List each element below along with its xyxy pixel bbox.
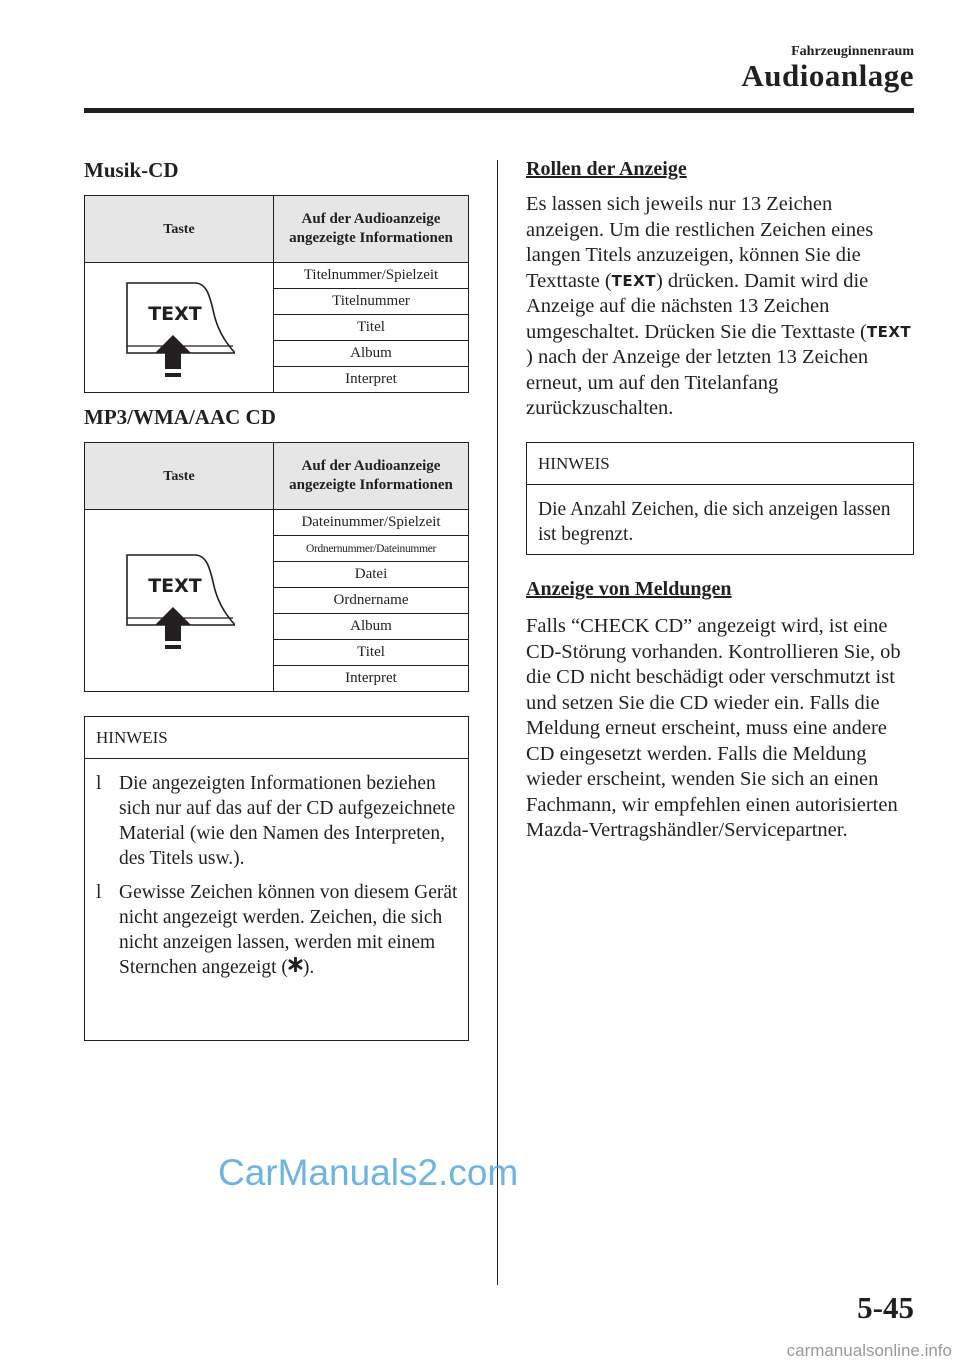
info-row: Titelnummer/Spielzeit xyxy=(274,263,469,289)
info-row: Album xyxy=(274,341,469,367)
rollen-heading: Rollen der Anzeige xyxy=(526,158,687,180)
hinweis-title: HINWEIS xyxy=(527,443,913,485)
mp3-cd-table xyxy=(84,442,469,692)
text-key-icon: TEXT xyxy=(866,322,912,341)
info-row: Titel xyxy=(274,640,469,666)
col-header-key: Taste xyxy=(85,443,274,510)
key-cell xyxy=(85,263,274,393)
column-divider xyxy=(497,160,498,1285)
hinweis-box-left xyxy=(84,716,469,1041)
musik-cd-title: Musik-CD xyxy=(84,158,179,182)
bullet-icon: l xyxy=(96,773,102,794)
meldungen-heading: Anzeige von Meldungen xyxy=(526,578,732,600)
info-row: Datei xyxy=(274,562,469,588)
list-item: l Gewisse Zeichen können von diesem Gerät nicht angezeigt werden. Zeichen, die sich nicht anzeigen lassen, werden mit einem Sternchen angezeigt ( ). xyxy=(96,882,458,978)
text-key-icon: TEXT xyxy=(611,271,656,290)
key-cell xyxy=(85,510,274,692)
info-row: Interpret xyxy=(274,367,469,393)
key-label: TEXT xyxy=(148,303,202,325)
hinweis-box-right xyxy=(526,442,914,555)
col-header-key: Taste xyxy=(85,196,274,263)
hinweis-title: HINWEIS xyxy=(85,717,468,759)
info-row: Titelnummer xyxy=(274,289,469,315)
info-row: Ordnername xyxy=(274,588,469,614)
header-rule xyxy=(84,108,914,113)
info-row: Album xyxy=(274,614,469,640)
footer-watermark: carmanualsonline.info xyxy=(786,1341,952,1360)
watermark: CarManuals2.com xyxy=(218,1152,519,1193)
text-key-icon xyxy=(125,545,235,660)
info-row: Ordnernummer/Dateinummer xyxy=(274,536,469,562)
meldungen-paragraph: Falls “CHECK CD” angezeigt wird, ist eine CD-Störung vorhanden. Kontrollieren Sie, ob die CD nicht beschädigt oder verschmutzt ist und setzen Sie die CD wieder ein. Falls die Meldung erneut erscheint, muss eine andere CD eingesetzt werden. Falls die Meldung wieder erscheint, wenden Sie sich an einen Fachmann, wir empfehlen einen autorisierten Mazda-Vertragshändler/Servicepartner. xyxy=(526,615,901,841)
mp3-cd-title: MP3/WMA/AAC CD xyxy=(84,405,276,429)
musik-cd-table xyxy=(84,195,469,393)
col-header-info: Auf der Audioanzeige angezeigte Informationen xyxy=(274,443,469,510)
info-row: Interpret xyxy=(274,666,469,692)
bullet-icon: l xyxy=(96,882,102,903)
hinweis-body: Die Anzahl Zeichen, die sich anzeigen lassen ist begrenzt. xyxy=(538,499,891,545)
key-label: TEXT xyxy=(148,575,202,597)
rollen-paragraph: Es lassen sich jeweils nur 13 Zeichen anzeigen. Um die restlichen Zeichen eines langen Titels anzuzeigen, können Sie die Texttaste (TEXT) drücken. Damit wird die Anzeige auf die nächsten 13 Zeichen umgeschaltet. Drücken Sie die Texttaste (TEXT) nach der Anzeige der letzten 13 Zeichen erneut, um auf den Titelanfang zurückzuschalten. xyxy=(526,193,912,419)
col-header-info: Auf der Audioanzeige angezeigte Informationen xyxy=(274,196,469,263)
text-key-icon xyxy=(125,273,235,388)
list-item: l Die angezeigten Informationen beziehen sich nur auf das auf der CD aufgezeichnete Material (wie den Namen des Interpreten, des Titels usw.). xyxy=(96,773,456,869)
section-label: Fahrzeuginnenraum xyxy=(791,44,914,59)
info-row: Titel xyxy=(274,315,469,341)
page-number: 5-45 xyxy=(857,1290,914,1325)
asterisk-icon xyxy=(288,957,303,972)
page-title: Audioanlage xyxy=(741,58,914,93)
info-row: Dateinummer/Spielzeit xyxy=(274,510,469,536)
